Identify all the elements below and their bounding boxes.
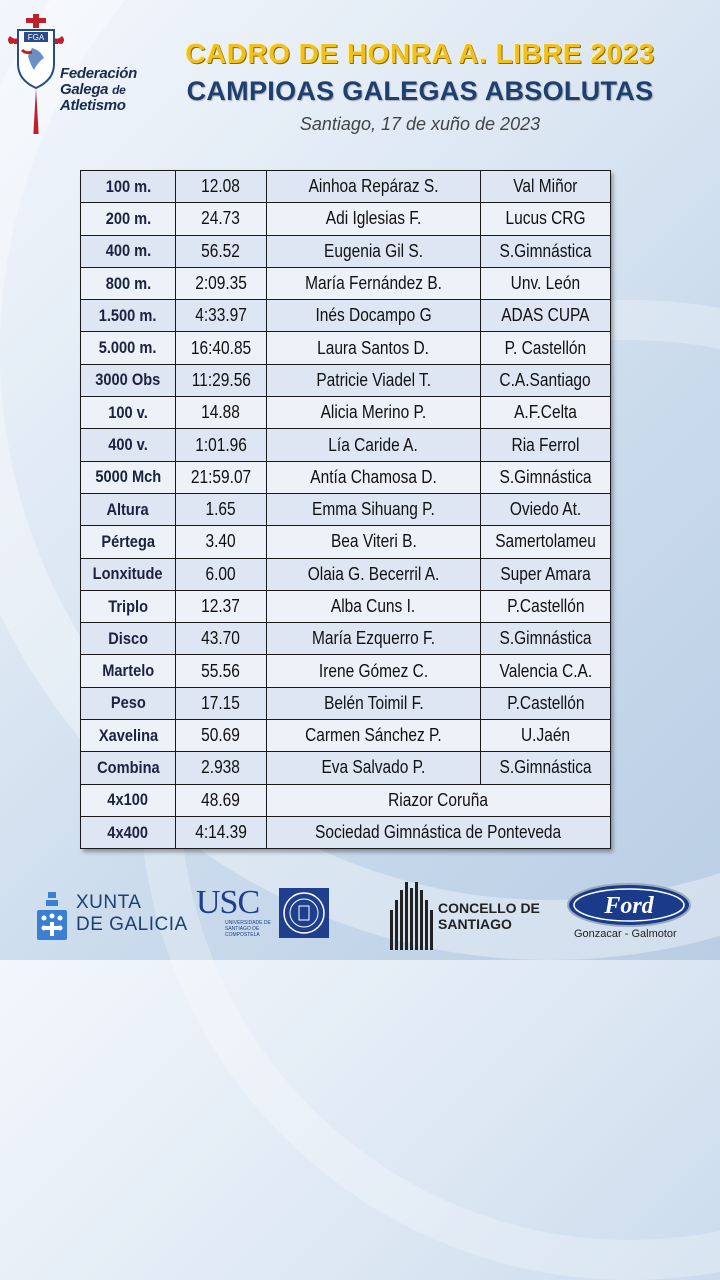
mark-cell xyxy=(176,429,267,461)
mark-cell-text: 55.56 xyxy=(201,660,241,681)
results-table-wrapper xyxy=(80,170,610,849)
team-cell xyxy=(267,784,611,816)
athlete-cell-text: Laura Santos D. xyxy=(317,337,430,358)
concello-line2: SANTIAGO xyxy=(438,916,512,932)
athlete-cell-text: Adi Iglesias F. xyxy=(325,208,422,229)
logo-line1: Federación xyxy=(60,65,138,82)
athlete-cell xyxy=(267,203,481,235)
mark-cell-text: 43.70 xyxy=(201,628,241,649)
event-cell xyxy=(81,590,176,622)
mark-cell xyxy=(176,332,267,364)
club-cell-text: Val Miñor xyxy=(513,176,578,197)
usc-subtext: UNIVERSIDADE DE SANTIAGO DE COMPOSTELA xyxy=(225,920,271,938)
table-row xyxy=(81,687,611,719)
table-row xyxy=(81,267,611,299)
athlete-cell xyxy=(267,429,481,461)
mark-cell-text: 12.37 xyxy=(201,596,241,616)
mark-cell xyxy=(176,171,267,203)
table-row xyxy=(81,235,611,267)
event-cell xyxy=(81,203,176,235)
club-cell-text: S.Gimnástica xyxy=(499,240,592,261)
mark-cell-text: 4:33.97 xyxy=(195,305,247,326)
club-cell xyxy=(481,526,611,558)
event-cell xyxy=(81,816,176,848)
athlete-cell xyxy=(267,493,481,525)
mark-cell xyxy=(176,655,267,687)
mark-cell xyxy=(176,300,267,332)
mark-cell xyxy=(176,526,267,558)
mark-cell-text: 48.69 xyxy=(201,789,241,810)
athlete-cell-text: Emma Sihuang P. xyxy=(312,499,435,520)
club-cell xyxy=(481,429,611,461)
mark-cell-text: 3.40 xyxy=(205,531,237,552)
athlete-cell xyxy=(267,655,481,687)
mark-cell xyxy=(176,493,267,525)
mark-cell xyxy=(176,267,267,299)
club-cell xyxy=(481,461,611,493)
event-cell-text: 400 v. xyxy=(108,435,148,455)
event-cell xyxy=(81,461,176,493)
logo-badge: FGA xyxy=(27,33,45,42)
event-cell-text: 3000 Obs xyxy=(95,370,161,390)
logo-text xyxy=(60,66,160,114)
event-cell xyxy=(81,332,176,364)
athlete-cell-text: Irene Gómez C. xyxy=(318,660,429,681)
logo-line2a: Galega xyxy=(60,81,109,98)
athlete-cell-text: María Fernández B. xyxy=(305,273,442,294)
club-cell xyxy=(481,397,611,429)
mark-cell-text: 4:14.39 xyxy=(195,822,247,843)
event-cell xyxy=(81,687,176,719)
club-cell-text: A.F.Celta xyxy=(514,402,577,423)
club-cell-text: Unv. León xyxy=(510,273,581,294)
athlete-cell-text: María Ezquerro F. xyxy=(311,628,436,649)
event-cell-text: Combina xyxy=(96,757,160,777)
mark-cell-text: 24.73 xyxy=(201,208,241,229)
mark-cell-text: 17.15 xyxy=(201,692,241,713)
athlete-cell-text: Alba Cuns I. xyxy=(331,596,416,616)
table-row xyxy=(81,203,611,235)
mark-cell-text: 14.88 xyxy=(201,402,241,423)
event-cell-text: 5.000 m. xyxy=(99,338,157,358)
mark-cell-text: 2.938 xyxy=(201,757,241,778)
athlete-cell-text: Eugenia Gil S. xyxy=(324,240,423,261)
mark-cell xyxy=(176,235,267,267)
club-cell-text: U.Jaén xyxy=(520,725,571,746)
sponsors-footer xyxy=(0,870,720,960)
table-row xyxy=(81,364,611,396)
athlete-cell xyxy=(267,623,481,655)
event-cell xyxy=(81,655,176,687)
club-cell-text: P.Castellón xyxy=(506,596,585,616)
event-cell xyxy=(81,235,176,267)
event-cell xyxy=(81,784,176,816)
club-cell-text: P. Castellón xyxy=(504,337,587,358)
event-cell-text: Peso xyxy=(110,693,146,713)
mark-cell xyxy=(176,816,267,848)
table-row xyxy=(81,558,611,590)
event-cell-text: 5000 Mch xyxy=(95,467,161,487)
table-row xyxy=(81,752,611,784)
event-cell-text: 800 m. xyxy=(105,273,151,293)
event-cell xyxy=(81,397,176,429)
mark-cell xyxy=(176,720,267,752)
event-cell-text: 400 m. xyxy=(105,241,151,261)
mark-cell-text: 21:59.07 xyxy=(190,466,252,487)
club-cell xyxy=(481,720,611,752)
event-cell-text: Triplo xyxy=(108,596,148,616)
table-row xyxy=(81,461,611,493)
xunta-line1: XUNTA xyxy=(76,892,142,913)
club-cell xyxy=(481,203,611,235)
fga-emblem-icon xyxy=(6,14,66,134)
table-row xyxy=(81,171,611,203)
mark-cell xyxy=(176,590,267,622)
table-row xyxy=(81,397,611,429)
table-row xyxy=(81,429,611,461)
athlete-cell xyxy=(267,720,481,752)
club-cell-text: Valencia C.A. xyxy=(499,660,592,681)
mark-cell xyxy=(176,623,267,655)
team-cell xyxy=(267,816,611,848)
table-row xyxy=(81,526,611,558)
club-cell-text: Ria Ferrol xyxy=(511,434,580,455)
athlete-cell xyxy=(267,590,481,622)
club-cell xyxy=(481,558,611,590)
table-row xyxy=(81,300,611,332)
logo-line2b: de xyxy=(112,83,126,97)
athlete-cell-text: Ainhoa Repáraz S. xyxy=(308,176,439,197)
team-cell-text: Riazor Coruña xyxy=(388,789,489,810)
mark-cell xyxy=(176,364,267,396)
club-cell xyxy=(481,752,611,784)
event-cell xyxy=(81,623,176,655)
event-cell xyxy=(81,526,176,558)
athlete-cell xyxy=(267,235,481,267)
club-cell-text: Oviedo At. xyxy=(509,499,582,520)
event-cell-text: 100 m. xyxy=(105,176,151,196)
mark-cell xyxy=(176,397,267,429)
athlete-cell xyxy=(267,267,481,299)
athlete-cell-text: Antía Chamosa D. xyxy=(310,466,437,487)
club-cell-text: Samertolameu xyxy=(495,531,596,552)
athlete-cell-text: Bea Viteri B. xyxy=(330,531,417,552)
results-table-body xyxy=(81,171,611,849)
table-row xyxy=(81,655,611,687)
logo-line3: Atletismo xyxy=(60,97,126,114)
event-cell-text: Martelo xyxy=(101,661,155,681)
mark-cell-text: 50.69 xyxy=(201,725,241,746)
athlete-cell xyxy=(267,687,481,719)
athlete-cell xyxy=(267,752,481,784)
mark-cell-text: 1:01.96 xyxy=(195,434,247,455)
club-cell xyxy=(481,687,611,719)
mark-cell xyxy=(176,752,267,784)
mark-cell xyxy=(176,461,267,493)
athlete-cell xyxy=(267,461,481,493)
club-cell xyxy=(481,171,611,203)
table-row xyxy=(81,493,611,525)
club-cell-text: Lucus CRG xyxy=(505,208,586,229)
club-cell-text: ADAS CUPA xyxy=(501,305,590,326)
club-cell-text: S.Gimnástica xyxy=(499,628,592,649)
event-cell-text: 4x100 xyxy=(107,790,149,810)
event-cell xyxy=(81,267,176,299)
relay-row xyxy=(81,816,611,848)
event-cell-text: Pértega xyxy=(101,531,155,551)
club-cell xyxy=(481,655,611,687)
event-cell xyxy=(81,752,176,784)
athlete-cell-text: Lía Caride A. xyxy=(328,434,419,455)
athlete-cell xyxy=(267,171,481,203)
athlete-cell xyxy=(267,397,481,429)
event-cell xyxy=(81,720,176,752)
mark-cell xyxy=(176,784,267,816)
event-cell xyxy=(81,429,176,461)
xunta-emblem-icon xyxy=(34,890,70,942)
event-cell-text: 200 m. xyxy=(105,208,151,228)
athlete-cell xyxy=(267,332,481,364)
table-row xyxy=(81,720,611,752)
mark-cell-text: 6.00 xyxy=(205,563,237,584)
concello-line1: CONCELLO DE xyxy=(438,900,540,916)
athlete-cell-text: Alicia Merino P. xyxy=(320,402,427,423)
mark-cell-text: 2:09.35 xyxy=(195,273,247,294)
ford-dealer-text: Gonzacar - Galmotor xyxy=(574,928,677,940)
athlete-cell-text: Patricie Viadel T. xyxy=(316,369,431,390)
mark-cell-text: 12.08 xyxy=(201,176,241,197)
club-cell xyxy=(481,332,611,364)
club-cell xyxy=(481,300,611,332)
fga-logo xyxy=(6,14,156,134)
club-cell xyxy=(481,235,611,267)
event-cell xyxy=(81,300,176,332)
mark-cell xyxy=(176,687,267,719)
mark-cell-text: 16:40.85 xyxy=(190,337,252,358)
athlete-cell xyxy=(267,526,481,558)
mark-cell xyxy=(176,203,267,235)
concello-cathedral-icon xyxy=(388,880,434,952)
usc-seal-icon xyxy=(279,888,329,938)
event-cell-text: 100 v. xyxy=(108,402,148,422)
xunta-logo-text xyxy=(76,892,188,936)
club-cell-text: S.Gimnástica xyxy=(499,757,592,778)
xunta-line2: DE GALICIA xyxy=(76,914,188,935)
club-cell xyxy=(481,364,611,396)
club-cell xyxy=(481,493,611,525)
club-cell-text: S.Gimnástica xyxy=(499,466,592,487)
mark-cell xyxy=(176,558,267,590)
mark-cell-text: 56.52 xyxy=(201,240,241,261)
club-cell-text: P.Castellón xyxy=(506,692,585,713)
mark-cell-text: 11:29.56 xyxy=(191,369,251,390)
event-cell xyxy=(81,558,176,590)
athlete-cell-text: Olaia G. Becerril A. xyxy=(307,563,440,584)
event-cell-text: 1.500 m. xyxy=(99,305,157,325)
athlete-cell-text: Inés Docampo G xyxy=(315,305,432,326)
event-cell-text: Xavelina xyxy=(98,725,158,745)
club-cell xyxy=(481,267,611,299)
event-cell-text: Lonxitude xyxy=(93,564,163,584)
page-title: CADRO DE HONRA A. LIBRE 2023 xyxy=(185,38,655,69)
event-cell-text: Altura xyxy=(106,499,150,519)
ford-wordmark: Ford xyxy=(604,893,654,919)
usc-logo-text: USC xyxy=(196,884,260,921)
club-cell xyxy=(481,623,611,655)
athlete-cell xyxy=(267,364,481,396)
event-cell xyxy=(81,364,176,396)
concello-logo-text xyxy=(438,900,540,932)
ford-logo-icon xyxy=(566,882,692,928)
table-row xyxy=(81,332,611,364)
table-row xyxy=(81,590,611,622)
club-cell-text: Super Amara xyxy=(500,563,591,584)
athlete-cell xyxy=(267,558,481,590)
place-date: Santiago, 17 de xuño de 2023 xyxy=(299,114,541,134)
mark-cell-text: 1.65 xyxy=(205,499,237,520)
club-cell-text: C.A.Santiago xyxy=(499,369,592,390)
event-cell-text: 4x400 xyxy=(107,822,149,842)
athlete-cell xyxy=(267,300,481,332)
page-subtitle: CAMPIOAS GALEGAS ABSOLUTAS xyxy=(186,76,654,106)
athlete-cell-text: Eva Salvado P. xyxy=(321,757,426,778)
event-cell-text: Disco xyxy=(108,628,148,648)
event-cell xyxy=(81,493,176,525)
athlete-cell-text: Carmen Sánchez P. xyxy=(305,725,442,746)
table-row xyxy=(81,623,611,655)
athlete-cell-text: Belén Toimil F. xyxy=(323,692,424,713)
results-table xyxy=(80,170,611,849)
team-cell-text: Sociedad Gimnástica de Ponteveda xyxy=(315,822,562,843)
club-cell xyxy=(481,590,611,622)
relay-row xyxy=(81,784,611,816)
event-cell xyxy=(81,171,176,203)
